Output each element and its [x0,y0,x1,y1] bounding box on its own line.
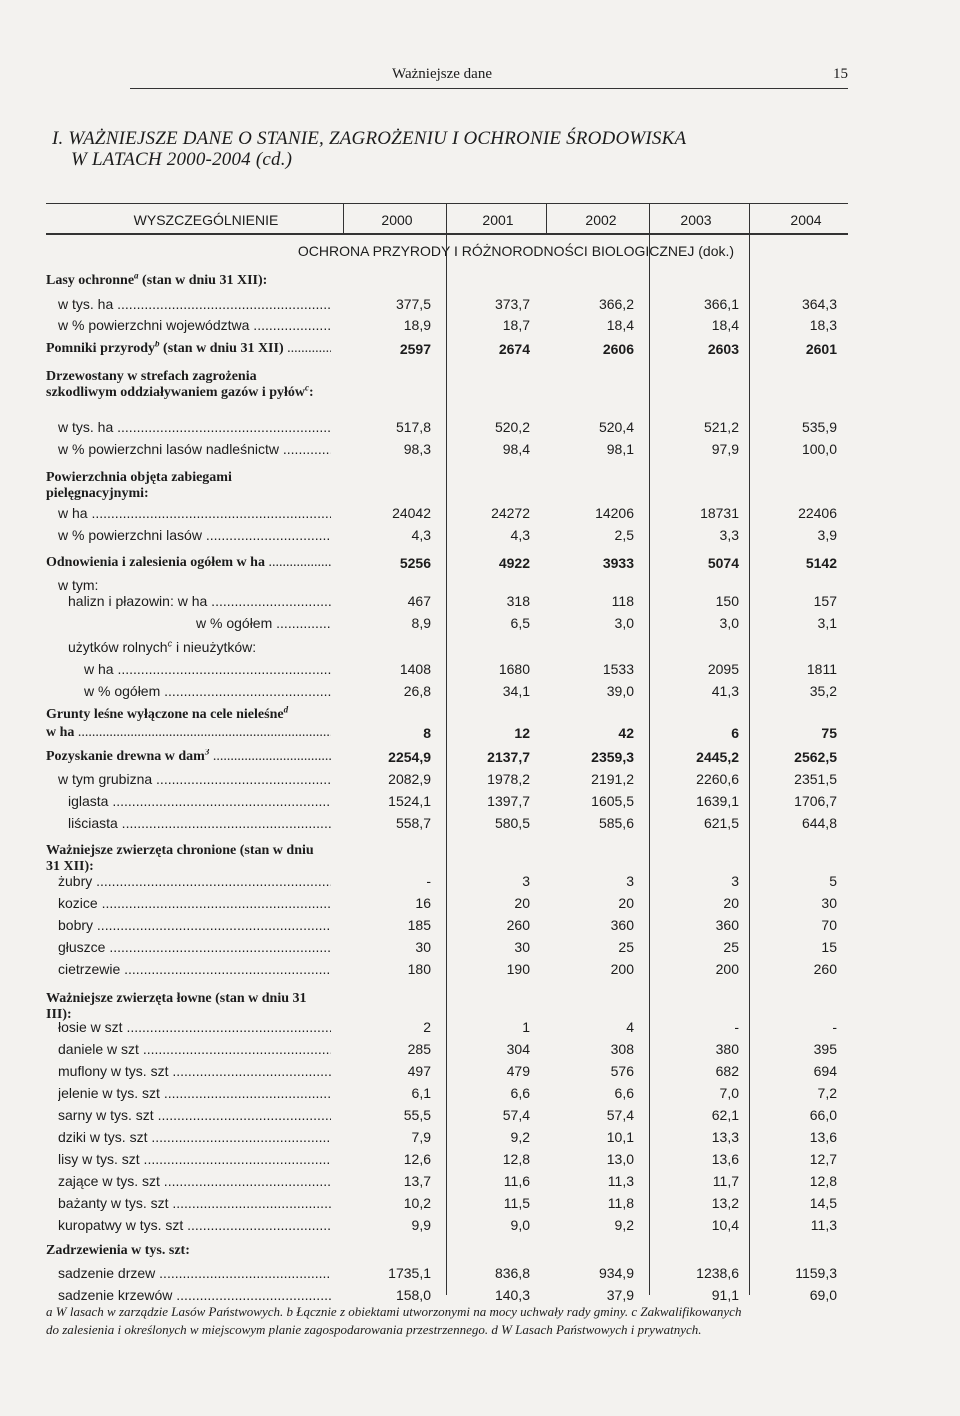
table-cell: 20 [514,895,530,911]
column-header-2001: 2001 [482,212,514,228]
table-cell: 35,2 [809,683,837,699]
table-cell: 576 [610,1063,634,1079]
table-cell: 12 [514,725,530,741]
row-label-suffix: i nieużytków: [172,639,257,655]
table-cell: 69,0 [809,1287,837,1303]
row-label [58,441,331,457]
table-cell: 836,8 [494,1265,530,1281]
table-cell: 3933 [602,555,634,571]
table-cell: 6,6 [614,1085,634,1101]
table-cell: 9,2 [510,1129,530,1145]
table-cell: 20 [723,895,739,911]
row-label-text: Ważniejsze zwierzęta chronione (stan w dniu 31 XII): [46,843,314,874]
row-label-text: w tym: [58,577,99,593]
table-cell: 55,5 [403,1107,431,1123]
table-cell: 520,2 [494,419,530,435]
table-cell: 14206 [595,505,634,521]
table-cell: 98,1 [606,441,634,457]
table-cell: 2082,9 [388,771,431,787]
table-cell: 91,1 [711,1287,739,1303]
row-label-text: Odnowienia i zalesienia ogółem w ha [46,555,265,570]
table-cell: 62,1 [711,1107,739,1123]
row-label-text: sarny w tys. szt [58,1107,154,1123]
row-label-text: w ha [84,661,114,677]
row-label [196,615,331,631]
row-label-text: Ważniejsze zwierzęta łowne (stan w dniu 31 III): [46,991,307,1022]
table-cell: 11,3 [810,1217,837,1233]
row-label [68,793,331,809]
row-label-text: liściasta [68,815,118,831]
table-cell: 66,0 [809,1107,837,1123]
table-cell: 100,0 [801,441,837,457]
table-cell: 25 [723,939,739,955]
row-label-text: w % powierzchni województwa [58,317,250,333]
table-cell: 180 [407,961,431,977]
table-cell: 20 [618,895,634,911]
table-cell: 157 [813,593,837,609]
column-header-2004: 2004 [790,212,822,228]
row-label [46,725,331,741]
table-header-rule [46,233,848,235]
table-cell: 3,0 [719,615,739,631]
table-cell: 18,3 [809,317,837,333]
table-cell: 521,2 [703,419,739,435]
footnote-marker: a [134,270,139,281]
table-cell: 1408 [399,661,431,677]
table-cell: 2606 [602,341,634,357]
table-cell: 18,7 [502,317,530,333]
table-cell: 2597 [399,341,431,357]
row-label [58,961,331,977]
row-label-text: sadzenie krzewów [58,1287,173,1303]
table-cell: 25 [618,939,634,955]
row-label-text: głuszce [58,939,106,955]
table-cell: 285 [407,1041,431,1057]
table-cell: 1706,7 [794,793,837,809]
column-header-wyszczegolnienie: WYSZCZEGÓLNIENIE [133,212,279,228]
row-label [58,1129,331,1145]
row-label-text: Pomniki przyrody [46,341,156,356]
row-label-text: daniele w szt [58,1041,139,1057]
table-cell: 682 [715,1063,739,1079]
table-cell: 1811 [806,661,837,677]
table-cell: 467 [407,593,431,609]
table-cell: 200 [610,961,634,977]
table-cell: 479 [506,1063,530,1079]
table-cell: - [426,873,431,889]
row-label [58,1173,331,1189]
row-label-text: bażanty w tys. szt [58,1195,169,1211]
table-cell: 3,3 [719,527,739,543]
table-cell: 517,8 [395,419,431,435]
table-cell: 1159,3 [795,1265,837,1281]
row-label-text: w tys. ha [58,419,114,435]
footnote-marker: c [167,638,173,649]
row-label [68,593,331,609]
row-label-suffix: : [309,385,314,400]
table-cell: 395 [813,1041,837,1057]
table-cell: 2601 [805,341,837,357]
row-label [58,1063,331,1079]
row-label-text: lisy w tys. szt [58,1151,140,1167]
footnote-marker: d [283,704,289,715]
table-cell: 5256 [399,555,431,571]
table-cell: 3,1 [817,615,837,631]
row-label-text: Powierzchnia objęta zabiegami pielęgnacyjnymi: [46,470,232,501]
section-title-line-2: W LATACH 2000-2004 (cd.) [71,149,293,170]
table-cell: 1397,7 [487,793,530,809]
table-cell: 2095 [707,661,739,677]
table-cell: 11,5 [503,1195,530,1211]
table-cell: 4922 [498,555,530,571]
table-cell: 2674 [498,341,530,357]
row-label-text: jelenie w tys. szt [58,1085,160,1101]
table-cell: 2445,2 [696,749,739,765]
table-cell: 98,3 [403,441,431,457]
table-cell: 37,9 [606,1287,634,1303]
table-cell: 580,5 [494,815,530,831]
table-cell: 2562,5 [794,749,837,765]
table-cell: 1639,1 [696,793,739,809]
table-cell: 70 [821,917,837,933]
table-cell: 12,8 [502,1151,530,1167]
table-cell: 621,5 [703,815,739,831]
table-cell: 6,6 [510,1085,530,1101]
row-label-suffix: (stan w dniu 31 XII): [138,273,268,288]
row-label [46,470,326,502]
table-cell: 2191,2 [591,771,634,787]
table-cell: 22406 [798,505,837,521]
table-cell: 8 [423,725,431,741]
table-cell: 364,3 [801,296,837,312]
row-label-text: dziki w tys. szt [58,1129,148,1145]
row-label-text: kozice [58,895,98,911]
table-cell: 13,6 [711,1151,739,1167]
table-cell: 11,8 [607,1195,634,1211]
row-label-text: w % powierzchni lasów nadleśnictw [58,441,279,457]
table-cell: 150 [715,593,739,609]
table-cell: 1 [522,1019,530,1035]
row-label-text: w % ogółem [84,683,161,699]
table-cell: 2,5 [614,527,634,543]
table-cell: 158,0 [395,1287,431,1303]
row-label-text: cietrzewie [58,961,121,977]
table-cell: 39,0 [606,683,634,699]
row-label [46,704,326,723]
table-cell: 308 [610,1041,634,1057]
row-label-text: w ha [58,505,88,521]
table-cell: - [734,1019,739,1035]
table-cell: 1605,5 [591,793,634,809]
footnote-line-1: a W lasach w zarządzie Lasów Państwowych. b Łącznie z obiektami utworzonymi na mocy uchwały rady gminy. c Zakwalifikowanych [46,1304,742,1319]
row-label [58,1151,331,1167]
row-label [68,639,256,655]
table-cell: 18,9 [403,317,431,333]
table-cell: 10,2 [403,1195,431,1211]
row-label [58,296,331,312]
table-cell: 260 [813,961,837,977]
row-label-text: użytków rolnych [68,639,168,655]
row-label [58,1107,331,1123]
row-label [58,527,331,543]
row-label-text: w tym grubizna [58,771,153,787]
table-cell: 190 [506,961,530,977]
footnote-marker: c [305,382,310,393]
table-cell: 366,1 [703,296,739,312]
row-label [58,1217,331,1233]
table-cell: 585,6 [598,815,634,831]
table-cell: 260 [506,917,530,933]
table-cell: 9,0 [510,1217,530,1233]
table-cell: 12,6 [403,1151,431,1167]
row-label-text: iglasta [68,793,109,809]
table-cell: 304 [506,1041,530,1057]
table-cell: 4 [626,1019,634,1035]
column-divider [343,203,344,234]
row-label [58,895,331,911]
table-cell: 75 [821,725,837,741]
table-cell: 98,4 [502,441,530,457]
table-cell: 30 [514,939,530,955]
table-cell: 497 [407,1063,431,1079]
row-label [58,1041,331,1057]
table-cell: 1524,1 [388,793,431,809]
table-top-rule [46,203,848,204]
table-cell: - [832,1019,837,1035]
table-cell: 520,4 [598,419,634,435]
row-label [58,939,331,955]
table-cell: 373,7 [494,296,530,312]
table-cell: 10,4 [711,1217,739,1233]
table-cell: 18731 [700,505,739,521]
table-cell: 360 [610,917,634,933]
column-header-2000: 2000 [381,212,413,228]
table-cell: 13,2 [711,1195,739,1211]
table-cell: 2351,5 [794,771,837,787]
table-cell: 1978,2 [487,771,530,787]
row-label [58,771,331,787]
row-label [58,917,331,933]
table-cell: 13,7 [403,1173,431,1189]
table-cell: 2 [423,1019,431,1035]
table-cell: 558,7 [395,815,431,831]
row-label [58,419,331,435]
table-cell: 42 [618,725,634,741]
column-divider [546,203,547,234]
table-cell: 9,9 [411,1217,431,1233]
row-label-text: Lasy ochronne [46,273,135,288]
table-cell: 377,5 [395,296,431,312]
table-cell: 7,2 [817,1085,837,1101]
table-cell: 4,3 [411,527,431,543]
table-cell: 30 [821,895,837,911]
row-label-text: Zadrzewienia w tys. szt: [46,1243,190,1258]
row-label-text: łosie w szt [58,1019,123,1035]
table-cell: 1680 [498,661,530,677]
data-table [46,203,848,1303]
row-label [58,505,331,521]
table-cell: 6,5 [510,615,530,631]
table-cell: 3 [731,873,739,889]
table-cell: 14,5 [809,1195,837,1211]
column-header-2002: 2002 [585,212,617,228]
row-label [46,341,331,357]
table-cell: 6 [731,725,739,741]
table-subheader: OCHRONA PRZYRODY I RÓŻNORODNOŚCI BIOLOGICZNEJ (dok.) [297,243,735,259]
section-title [52,128,872,170]
row-label-text: w ha [46,725,75,740]
row-label-text: Grunty leśne wyłączone na cele nieleśne [46,707,284,722]
row-label-text: Pozyskanie drewna w dam [46,749,205,764]
row-label [84,683,331,699]
table-cell: 1238,6 [696,1265,739,1281]
row-label-text: żubry [58,873,93,889]
table-cell: 360 [715,917,739,933]
row-label [58,1085,331,1101]
table-cell: 11,7 [712,1173,739,1189]
table-cell: 12,8 [809,1173,837,1189]
table-cell: 7,9 [411,1129,431,1145]
row-label [58,1287,331,1303]
row-label [58,1195,331,1211]
table-cell: 5 [829,873,837,889]
row-label [46,369,326,401]
table-cell: 140,3 [494,1287,530,1303]
table-cell: 12,7 [809,1151,837,1167]
row-label [46,843,326,875]
table-cell: 11,6 [503,1173,530,1189]
row-label [46,749,331,765]
row-label [58,577,98,593]
table-cell: 5142 [805,555,837,571]
table-cell: 15 [821,939,837,955]
table-cell: 34,1 [502,683,530,699]
column-header-2003: 2003 [680,212,712,228]
table-cell: 1533 [602,661,634,677]
table-cell: 200 [715,961,739,977]
row-label [58,873,331,889]
row-label [84,661,331,677]
running-header [130,64,848,89]
table-cell: 644,8 [801,815,837,831]
row-label [68,815,331,831]
table-cell: 694 [813,1063,837,1079]
footnotes [46,1303,876,1339]
running-title: Ważniejsze dane [392,66,492,82]
table-cell: 2254,9 [388,749,431,765]
table-cell: 2137,7 [487,749,530,765]
table-cell: 11,3 [607,1173,634,1189]
footnote-marker: 3 [204,749,210,757]
table-cell: 3,9 [817,527,837,543]
row-label-text: zające w tys. szt [58,1173,160,1189]
table-cell: 16 [415,895,431,911]
row-label [58,1019,331,1035]
section-title-line-1: I. WAŻNIEJSZE DANE O STANIE, ZAGROŻENIU I OCHRONIE ŚRODOWISKA [52,128,687,149]
row-label-text: sadzenie drzew [58,1265,156,1281]
footnote-marker: b [155,341,160,349]
table-cell: 13,0 [606,1151,634,1167]
table-cell: 3 [522,873,530,889]
table-cell: 6,1 [411,1085,431,1101]
table-cell: 2359,3 [591,749,634,765]
page-number: 15 [833,66,848,82]
row-label [58,317,331,333]
table-cell: 57,4 [606,1107,634,1123]
table-cell: 13,6 [809,1129,837,1145]
table-cell: 1735,1 [388,1265,431,1281]
table-cell: 366,2 [598,296,634,312]
row-label-text: w tys. ha [58,296,114,312]
table-cell: 24272 [491,505,530,521]
table-cell: 97,9 [711,441,739,457]
table-cell: 41,3 [711,683,739,699]
row-label-text: kuropatwy w tys. szt [58,1217,184,1233]
table-cell: 18,4 [606,317,634,333]
table-cell: 18,4 [711,317,739,333]
table-cell: 3,0 [614,615,634,631]
table-cell: 7,0 [719,1085,739,1101]
table-cell: 5074 [707,555,739,571]
table-cell: 24042 [392,505,431,521]
table-cell: 118 [611,593,634,609]
row-label-text: muflony w tys. szt [58,1063,169,1079]
table-cell: 3 [626,873,634,889]
row-label-suffix: (stan w dniu 31 XII) [159,341,284,356]
table-cell: 26,8 [403,683,431,699]
row-label [46,270,326,289]
row-label [46,555,331,571]
row-label-text: halizn i płazowin: w ha [68,593,208,609]
table-cell: 30 [415,939,431,955]
table-cell: 13,3 [711,1129,739,1145]
row-label-text: w % powierzchni lasów [58,527,202,543]
table-cell: 4,3 [510,527,530,543]
table-cell: 380 [715,1041,739,1057]
table-cell: 535,9 [801,419,837,435]
table-cell: 318 [506,593,530,609]
row-label-text: w % ogółem [196,615,273,631]
row-label [58,1265,331,1281]
row-label [46,1243,326,1259]
table-cell: 934,9 [598,1265,634,1281]
row-label-text: bobry [58,917,94,933]
table-cell: 10,1 [606,1129,634,1145]
footnote-line-2: do zalesienia i określonych w miejscowym planie zagospodarowania przestrzennego. d W Lasach Państwowych i prywatnych. [46,1322,702,1337]
table-cell: 2260,6 [696,771,739,787]
table-cell: 9,2 [614,1217,634,1233]
table-cell: 2603 [707,341,739,357]
table-cell: 185 [407,917,431,933]
table-cell: 57,4 [502,1107,530,1123]
row-label-text: Drzewostany w strefach zagrożenia szkodliwym oddziaływaniem gazów i pyłów [46,369,306,400]
table-cell: 8,9 [411,615,431,631]
